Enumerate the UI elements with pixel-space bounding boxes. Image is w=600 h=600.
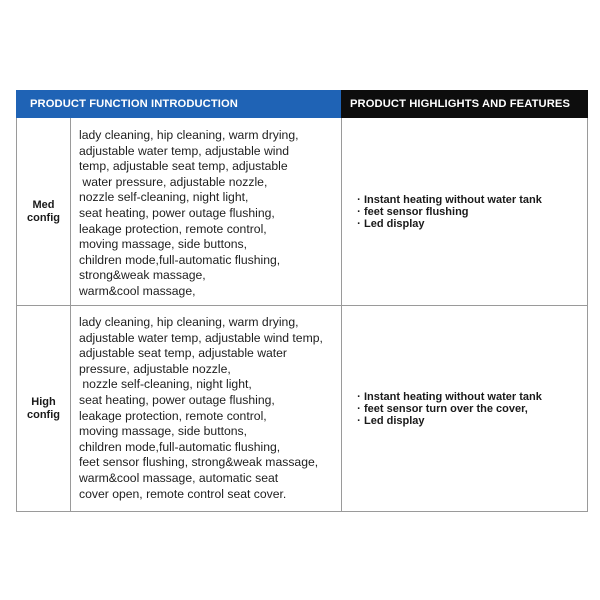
bullet-icon: · xyxy=(357,193,361,206)
bullet-icon: · xyxy=(357,402,361,415)
function-line: lady cleaning, hip cleaning, warm drying, xyxy=(79,128,299,142)
function-line: warm&cool massage, automatic seat xyxy=(79,470,279,485)
feature-text: Instant heating without water tank xyxy=(364,193,542,206)
bullet-icon: · xyxy=(357,205,361,218)
feature-text: Led display xyxy=(364,217,425,230)
function-header: PRODUCT FUNCTION INTRODUCTION xyxy=(16,90,341,118)
function-line: lady cleaning, hip cleaning, warm drying, xyxy=(79,315,299,329)
feature-item xyxy=(354,218,587,230)
function-line: leakage protection, remote control, xyxy=(79,408,267,423)
feature-item xyxy=(354,194,587,206)
config-label-high xyxy=(17,306,71,511)
function-line: seat heating, power outage flushing, xyxy=(79,392,275,407)
feature-item xyxy=(354,206,587,218)
config-label-line2: config xyxy=(27,211,60,224)
function-line: warm&cool massage, xyxy=(79,283,196,298)
function-line: strong&weak massage, xyxy=(79,268,206,283)
bullet-icon: · xyxy=(357,390,361,403)
function-line: children mode,full-automatic flushing, xyxy=(79,252,281,267)
feature-text: Instant heating without water tank xyxy=(364,390,542,403)
bullet-icon: · xyxy=(357,217,361,230)
product-table xyxy=(16,90,588,512)
feature-text: feet sensor turn over the cover, xyxy=(364,402,528,415)
function-line: pressure, adjustable nozzle, xyxy=(79,361,231,376)
function-line: moving massage, side buttons, xyxy=(79,424,248,439)
feature-list-med xyxy=(342,118,587,305)
feature-text: Led display xyxy=(364,414,425,427)
feature-item xyxy=(354,403,587,415)
function-line: feet sensor flushing, strong&weak massage, xyxy=(79,455,319,470)
config-label-med xyxy=(17,118,71,305)
table-row-med-config xyxy=(16,118,588,306)
function-line: nozzle self-cleaning, night light, xyxy=(79,377,252,392)
bullet-icon: · xyxy=(357,414,361,427)
function-line: nozzle self-cleaning, night light, xyxy=(79,190,249,205)
function-line: adjustable seat temp, adjustable water xyxy=(79,346,287,361)
table-header xyxy=(16,90,588,118)
function-line: adjustable water temp, adjustable wind temp, xyxy=(79,330,323,345)
feature-text: feet sensor flushing xyxy=(364,205,469,218)
config-label-line1: Med xyxy=(32,198,55,211)
function-list-high xyxy=(71,306,342,511)
function-line: cover open, remote control seat cover. xyxy=(79,486,287,501)
config-label-line2: config xyxy=(27,408,60,421)
function-list-med xyxy=(71,118,342,305)
table-row-high-config xyxy=(16,306,588,512)
function-line: moving massage, side buttons, xyxy=(79,237,248,252)
function-line: temp, adjustable seat temp, adjustable xyxy=(79,159,288,174)
function-line: water pressure, adjustable nozzle, xyxy=(79,174,268,189)
config-label-line1: High xyxy=(31,395,56,408)
function-line: leakage protection, remote control, xyxy=(79,221,267,236)
function-line: adjustable water temp, adjustable wind xyxy=(79,143,290,158)
feature-item xyxy=(354,391,587,403)
function-line: seat heating, power outage flushing, xyxy=(79,205,275,220)
feature-item xyxy=(354,415,587,427)
feature-list-high xyxy=(342,306,587,511)
function-line: children mode,full-automatic flushing, xyxy=(79,439,281,454)
highlights-header: PRODUCT HIGHLIGHTS AND FEATURES xyxy=(341,90,588,118)
